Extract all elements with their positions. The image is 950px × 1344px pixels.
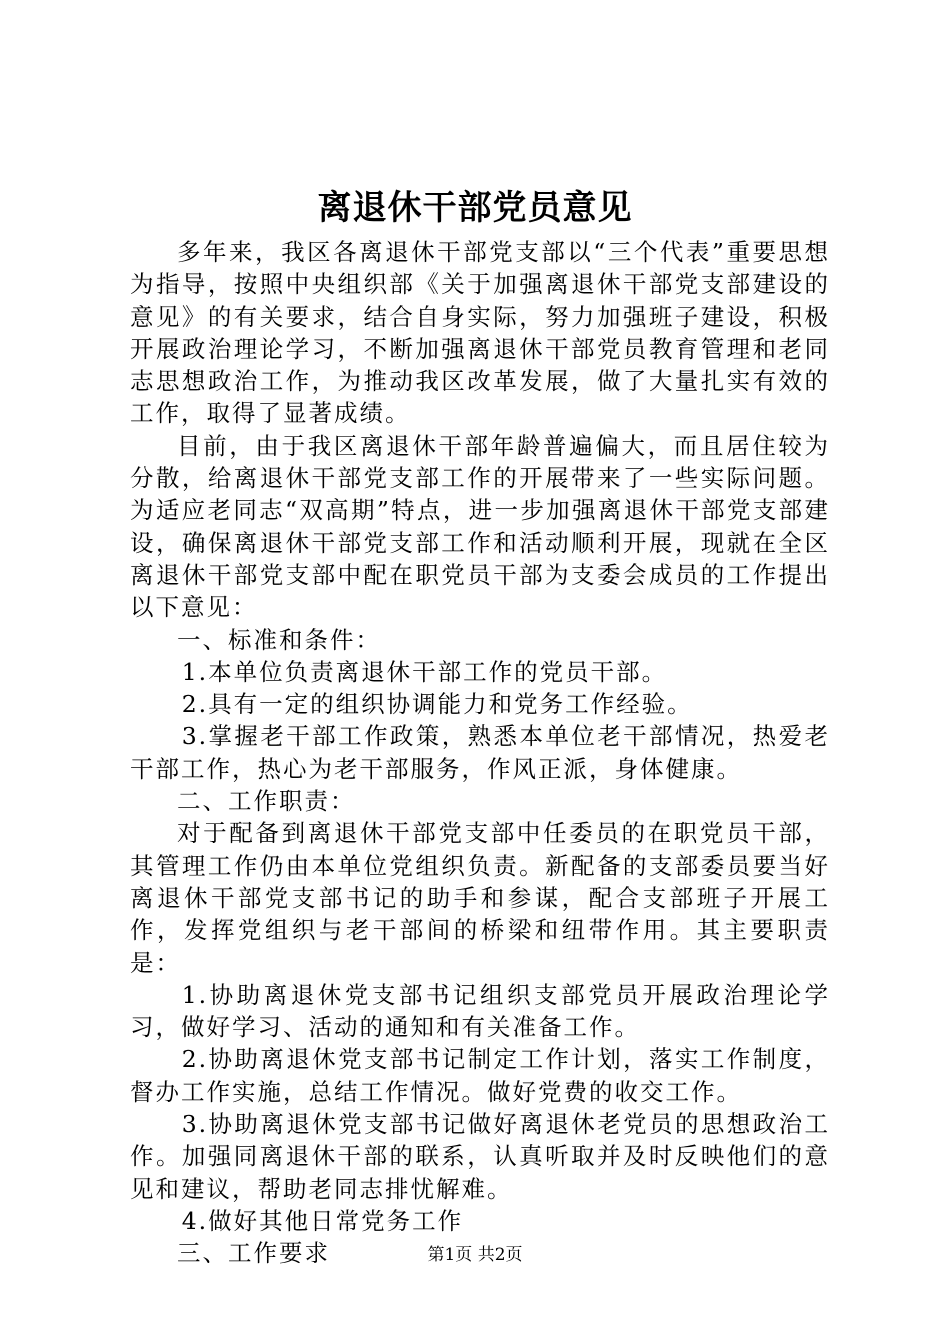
page-footer: 第1页 共2页 xyxy=(427,1245,523,1265)
section-heading-criteria: 一、标准和条件： xyxy=(177,625,381,654)
criteria-item-3: 3.掌握老干部工作政策，熟悉本单位老干部情况，热爱老干部工作，热心为老干部服务，作风正派，身体健康。 xyxy=(130,722,830,783)
duty-item-2: 2.协助离退休党支部书记制定工作计划，落实工作制度，督办工作实施，总结工作情况。做好党费的收交工作。 xyxy=(130,1045,830,1106)
document-title: 离退休干部党员意见 xyxy=(317,188,633,228)
criteria-item-2: 2.具有一定的组织协调能力和党务工作经验。 xyxy=(181,690,693,719)
section-heading-duties: 二、工作职责： xyxy=(177,787,356,816)
section-heading-requirements: 三、工作要求 xyxy=(177,1239,330,1268)
document-body xyxy=(130,236,830,1270)
criteria-item-1: 1.本单位负责离退休干部工作的党员干部。 xyxy=(181,657,668,686)
duty-item-4: 4.做好其他日常党务工作 xyxy=(181,1206,464,1235)
duty-item-1: 1.协助离退休党支部书记组织支部党员开展政治理论学习，做好学习、活动的通知和有关准备工作。 xyxy=(130,980,830,1042)
paragraph-duties-intro: 对于配备到离退休干部党支部中任委员的在职党员干部，其管理工作仍由本单位党组织负责。新配备的支部委员要当好离退休干部党支部书记的助手和参谋，配合支部班子开展工作，发挥党组织与老干部间的桥梁和纽带作用。其主要职责是： xyxy=(130,819,830,977)
duty-item-3: 3.协助离退休党支部书记做好离退休老党员的思想政治工作。加强同离退休干部的联系，认真听取并及时反映他们的意见和建议，帮助老同志排忧解难。 xyxy=(130,1110,830,1203)
paragraph-intro: 多年来，我区各离退休干部党支部以“三个代表”重要思想为指导，按照中央组织部《关于加强离退休干部党支部建设的意见》的有关要求，结合自身实际，努力加强班子建设，积极开展政治理论学习，不断加强离退休干部党员教育管理和老同志思想政治工作，为推动我区改革发展，做了大量扎实有效的工作，取得了显著成绩。 xyxy=(130,238,830,428)
paragraph-background: 目前，由于我区离退休干部年龄普遍偏大，而且居住较为分散，给离退休干部党支部工作的开展带来了一些实际问题。为适应老同志“双高期”特点，进一步加强离退休干部党支部建设，确保离退休干部党支部工作和活动顺利开展，现就在全区离退休干部党支部中配在职党员干部为支委会成员的工作提出以下意见： xyxy=(130,431,830,622)
